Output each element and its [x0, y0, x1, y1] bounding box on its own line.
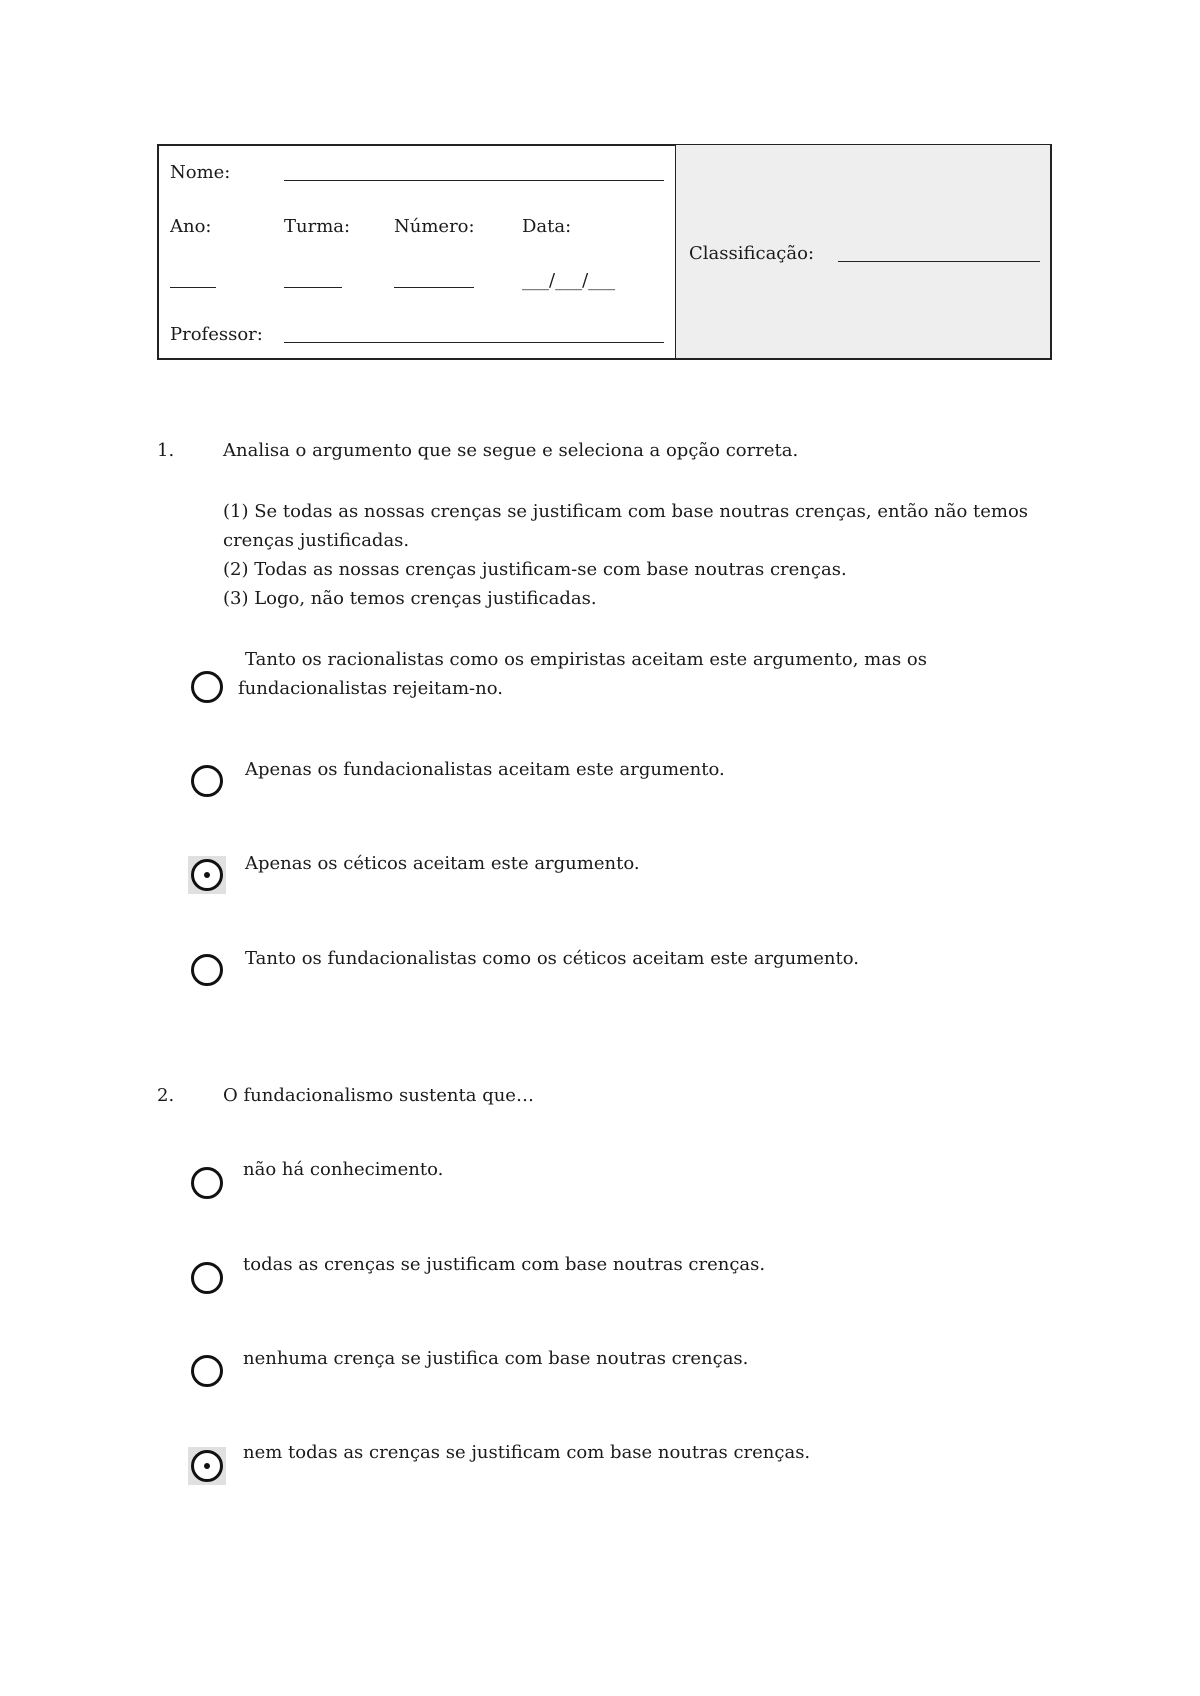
- q1-option-a-radio[interactable]: [191, 671, 223, 703]
- q2-option-a-radio[interactable]: [191, 1167, 223, 1199]
- argument-line-2: crenças justificadas.: [223, 530, 410, 551]
- q1-option-b-label: Apenas os fundacionalistas aceitam este argumento.: [245, 759, 725, 780]
- q2-option-a-label: não há conhecimento.: [243, 1159, 444, 1180]
- numero-label: Número:: [394, 216, 475, 237]
- argument-line-4: (3) Logo, não temos crenças justificadas.: [223, 588, 597, 609]
- ano-label: Ano:: [170, 216, 212, 237]
- q2-option-c-label: nenhuma crença se justifica com base noutras crenças.: [243, 1348, 749, 1369]
- question-1-prompt: Analisa o argumento que se segue e seleciona a opção correta.: [223, 440, 799, 461]
- q1-option-a-label-line-2: fundacionalistas rejeitam-no.: [238, 678, 503, 699]
- q2-option-b-label: todas as crenças se justificam com base noutras crenças.: [243, 1254, 766, 1275]
- numero-field[interactable]: [394, 287, 474, 288]
- data-label: Data:: [522, 216, 572, 237]
- question-2-number: 2.: [157, 1085, 175, 1106]
- professor-label: Professor:: [170, 324, 263, 345]
- q2-option-d-radio[interactable]: [191, 1450, 223, 1482]
- q2-option-c-radio[interactable]: [191, 1355, 223, 1387]
- nome-label: Nome:: [170, 162, 231, 183]
- q1-option-d-label: Tanto os fundacionalistas como os céticos aceitam este argumento.: [245, 948, 859, 969]
- q1-option-a-label-line-1: Tanto os racionalistas como os empiristas aceitam este argumento, mas os: [245, 649, 927, 670]
- header-divider: [675, 145, 676, 360]
- question-2-prompt: O fundacionalismo sustenta que…: [223, 1085, 534, 1106]
- q2-option-b-radio[interactable]: [191, 1262, 223, 1294]
- turma-label: Turma:: [284, 216, 351, 237]
- argument-line-3: (2) Todas as nossas crenças justificam-se com base noutras crenças.: [223, 559, 847, 580]
- argument-line-1: (1) Se todas as nossas crenças se justificam com base noutras crenças, então não temos: [223, 501, 1029, 522]
- q1-option-c-label: Apenas os céticos aceitam este argumento.: [245, 853, 640, 874]
- data-field[interactable]: ___/___/___: [522, 270, 616, 291]
- turma-field[interactable]: [284, 287, 342, 288]
- classificacao-label: Classificação:: [689, 243, 815, 264]
- question-1-number: 1.: [157, 440, 175, 461]
- q1-option-d-radio[interactable]: [191, 954, 223, 986]
- q1-option-c-radio[interactable]: [191, 859, 223, 891]
- q2-option-d-label: nem todas as crenças se justificam com base noutras crenças.: [243, 1442, 811, 1463]
- selected-dot-icon: [204, 1463, 210, 1469]
- selected-dot-icon: [204, 872, 210, 878]
- classificacao-field[interactable]: [838, 261, 1040, 262]
- professor-field[interactable]: [284, 342, 664, 343]
- ano-field[interactable]: [170, 287, 216, 288]
- nome-field[interactable]: [284, 180, 664, 181]
- q1-option-b-radio[interactable]: [191, 765, 223, 797]
